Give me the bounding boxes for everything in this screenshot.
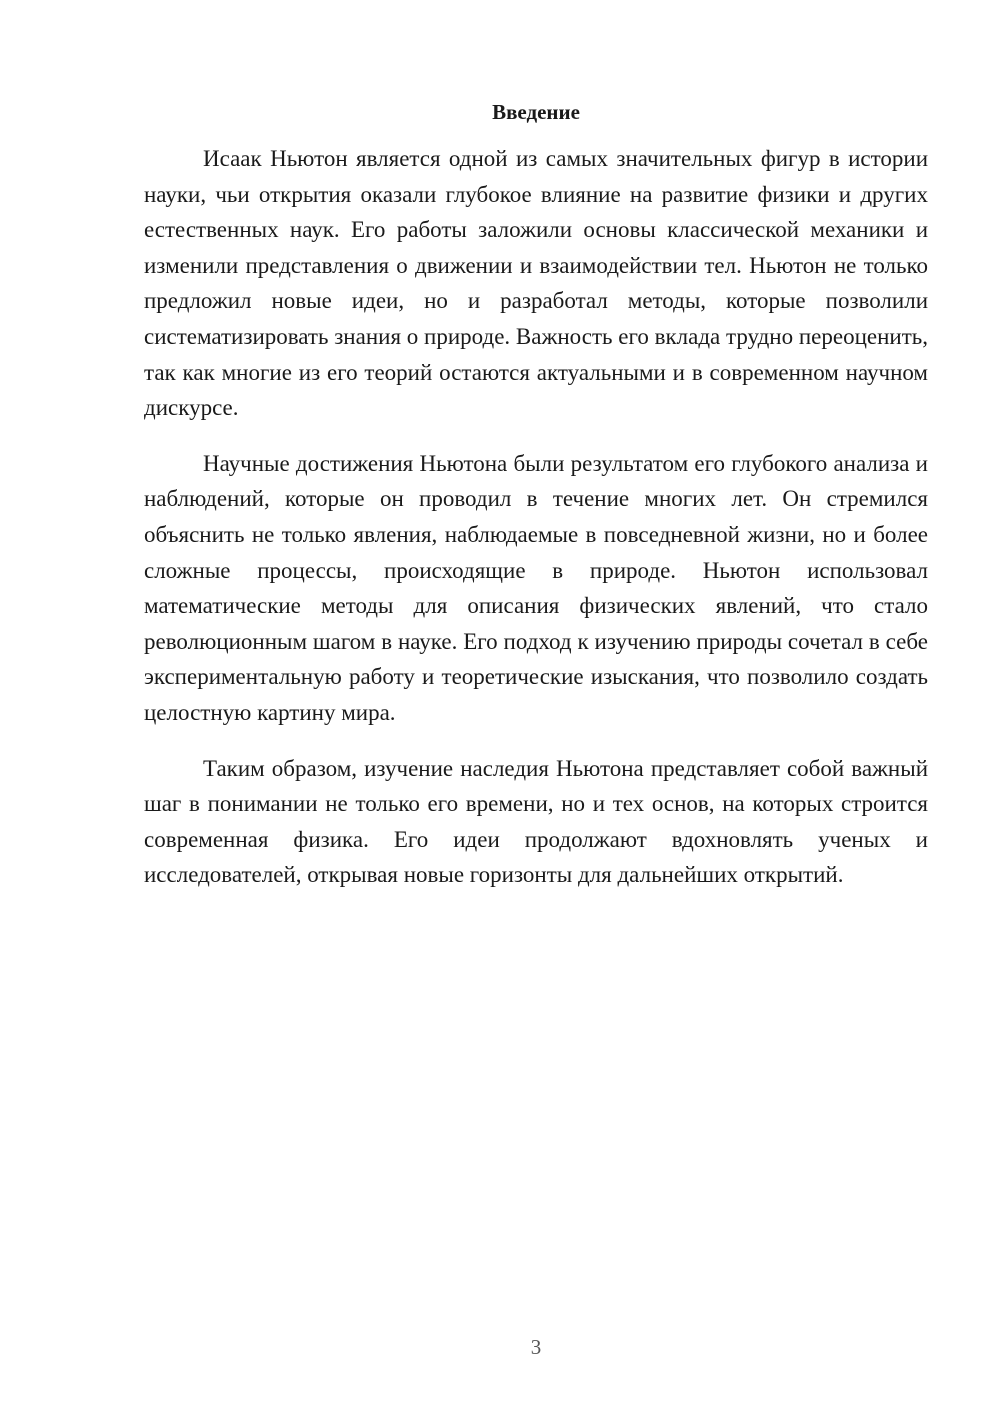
paragraph-1: Исаак Ньютон является одной из самых значительных фигур в истории науки, чьи открытия оказали глубокое влияние на развитие физики и других естественных наук. Его работы заложили основы классической механики и изменили представления о движении и взаимодействии тел. Ньютон не только предложил новые идеи, но и разработал методы, которые позволили систематизировать знания о природе. Важность его вклада трудно переоценить, так как многие из его теорий остаются актуальными и в современном научном дискурсе. bbox=[144, 146, 928, 421]
paragraph-2: Научные достижения Ньютона были результатом его глубокого анализа и наблюдений, которые он проводил в течение многих лет. Он стремился объяснить не только явления, наблюдаемые в повседневной жизни, но и более сложные процессы, происходящие в природе. Ньютон использовал математические методы для описания физических явлений, что стало революционным шагом в науке. Его подход к изучению природы сочетал в себе экспериментальную работу и теоретические изыскания, что позволило создать целостную картину мира. bbox=[144, 450, 928, 725]
body-text bbox=[144, 141, 928, 913]
paragraph-3: Таким образом, изучение наследия Ньютона представляет собой важный шаг в понимании не только его времени, но и тех основ, на которых строится современная физика. Его идеи продолжают вдохновлять ученых и исследователей, открывая новые горизонты для дальнейших открытий. bbox=[144, 755, 928, 888]
section-title: Введение bbox=[492, 100, 580, 124]
page-number: 3 bbox=[530, 1335, 542, 1359]
